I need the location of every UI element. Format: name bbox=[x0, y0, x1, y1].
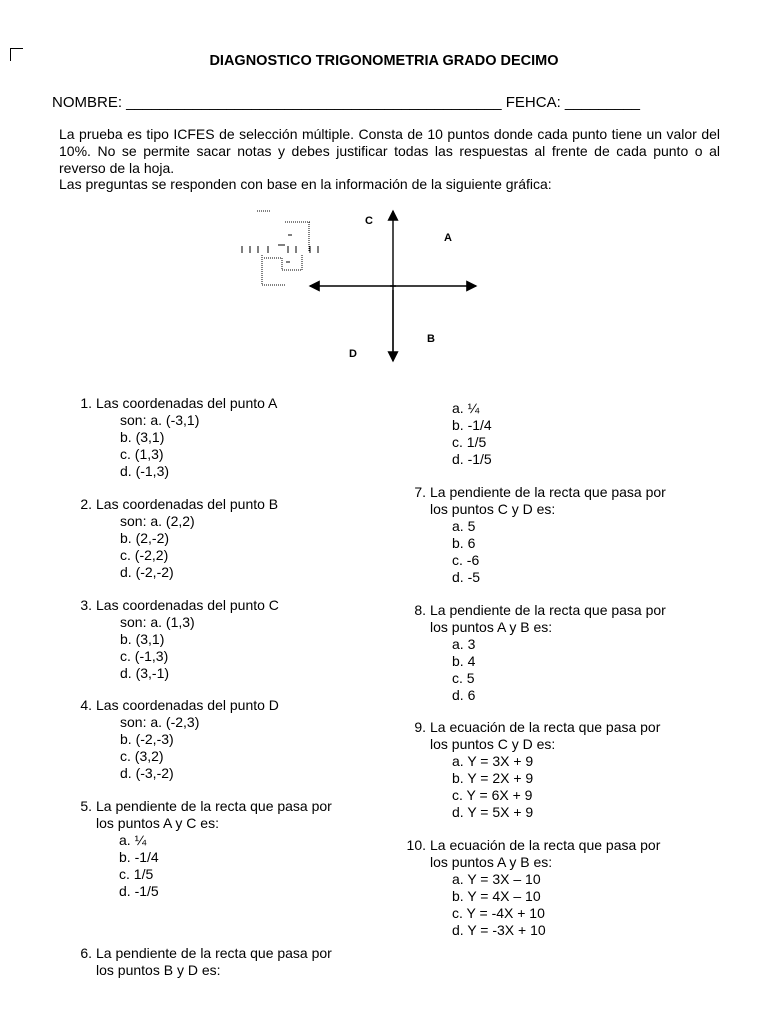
question-10 bbox=[404, 837, 724, 939]
option: b. (3,1) bbox=[120, 429, 165, 445]
question-number: 1. bbox=[80, 395, 92, 411]
page-title: DIAGNOSTICO TRIGONOMETRIA GRADO DECIMO bbox=[209, 53, 559, 69]
option: b. -1/4 bbox=[452, 417, 492, 433]
question-stem-line2: los puntos B y D es: bbox=[96, 962, 221, 978]
question-stem-line2: los puntos A y B es: bbox=[430, 854, 553, 870]
option: c. Y = -4X + 10 bbox=[452, 905, 545, 921]
coordinate-graph bbox=[230, 200, 490, 370]
question-stem: Las coordenadas del punto D bbox=[96, 697, 279, 713]
question-stem-line2: los puntos C y D es: bbox=[430, 501, 556, 517]
option: d. 6 bbox=[452, 687, 476, 703]
question-number: 6. bbox=[80, 945, 92, 961]
option: a. Y = 3X + 9 bbox=[452, 753, 534, 769]
question-stem-line2: los puntos A y C es: bbox=[96, 815, 219, 831]
option: c. 1/5 bbox=[119, 866, 154, 882]
question-stem: La pendiente de la recta que pasa por bbox=[96, 798, 332, 814]
question-number: 3. bbox=[80, 597, 92, 613]
option: c. -6 bbox=[452, 552, 480, 568]
option: b. (2,-2) bbox=[120, 530, 170, 546]
question-5 bbox=[70, 798, 370, 900]
point-d-label: D bbox=[349, 348, 357, 360]
question-stem: La ecuación de la recta que pasa por bbox=[430, 719, 661, 735]
question-8 bbox=[404, 602, 724, 704]
option: d. (3,-1) bbox=[120, 665, 170, 681]
question-stem: Las coordenadas del punto A bbox=[96, 395, 278, 411]
question-number: 10. bbox=[406, 837, 426, 853]
question-stem: Las coordenadas del punto B bbox=[96, 496, 279, 512]
option: d. (-1,3) bbox=[120, 463, 170, 479]
option: b. 6 bbox=[452, 535, 476, 551]
question-stem: La pendiente de la recta que pasa por bbox=[96, 945, 332, 961]
question-number: 5. bbox=[80, 798, 92, 814]
option: b. 4 bbox=[452, 653, 476, 669]
option: d. Y = -3X + 10 bbox=[452, 922, 546, 938]
option: b. (-2,-3) bbox=[120, 731, 174, 747]
question-stem: La pendiente de la recta que pasa por bbox=[430, 602, 666, 618]
option: a. ¼ bbox=[119, 832, 147, 848]
point-b-label: B bbox=[427, 333, 435, 345]
option: c. (-1,3) bbox=[120, 648, 169, 664]
option: c. (3,2) bbox=[120, 748, 164, 764]
point-a-label: A bbox=[444, 232, 452, 244]
question-stem: La pendiente de la recta que pasa por bbox=[430, 484, 666, 500]
option: c. Y = 6X + 9 bbox=[452, 787, 533, 803]
point-c-label: C bbox=[365, 215, 373, 227]
option: c. (1,3) bbox=[120, 446, 164, 462]
option: d. (-3,-2) bbox=[120, 765, 174, 781]
option: son: a. (2,2) bbox=[120, 513, 195, 529]
question-6-options bbox=[452, 400, 552, 470]
option: d. (-2,-2) bbox=[120, 564, 174, 580]
name-date-line: NOMBRE: _____________________________________________ FEHCA: _________ bbox=[52, 94, 640, 111]
option: b. Y = 2X + 9 bbox=[452, 770, 534, 786]
question-4 bbox=[70, 697, 370, 782]
option: c. 1/5 bbox=[452, 434, 487, 450]
option: son: a. (-3,1) bbox=[120, 412, 200, 428]
question-stem: Las coordenadas del punto C bbox=[96, 597, 279, 613]
option: b. (3,1) bbox=[120, 631, 165, 647]
option: b. -1/4 bbox=[119, 849, 159, 865]
question-2 bbox=[70, 496, 370, 581]
option: son: a. (-2,3) bbox=[120, 714, 200, 730]
option: c. 5 bbox=[452, 670, 475, 686]
question-number: 7. bbox=[414, 484, 426, 500]
question-number: 4. bbox=[80, 697, 92, 713]
option: d. -1/5 bbox=[452, 451, 492, 467]
option: a. 5 bbox=[452, 518, 476, 534]
option: d. -5 bbox=[452, 569, 481, 585]
option: b. Y = 4X – 10 bbox=[452, 888, 541, 904]
option: c. (-2,2) bbox=[120, 547, 169, 563]
question-1 bbox=[70, 395, 370, 480]
question-7 bbox=[404, 484, 724, 586]
question-9 bbox=[404, 719, 724, 821]
question-number: 8. bbox=[414, 602, 426, 618]
option: d. -1/5 bbox=[119, 883, 159, 899]
question-3 bbox=[70, 597, 370, 682]
question-6 bbox=[70, 945, 370, 985]
instructions bbox=[59, 126, 720, 193]
question-stem-line2: los puntos C y D es: bbox=[430, 736, 556, 752]
option: son: a. (1,3) bbox=[120, 614, 195, 630]
instructions-graph-note: Las preguntas se responden con base en la información de la siguiente gráfica: bbox=[59, 176, 552, 193]
question-number: 9. bbox=[414, 719, 426, 735]
question-number: 2. bbox=[80, 496, 92, 512]
option: a. 3 bbox=[452, 636, 476, 652]
option: a. Y = 3X – 10 bbox=[452, 871, 541, 887]
question-stem: La ecuación de la recta que pasa por bbox=[430, 837, 661, 853]
instructions-paragraph: La prueba es tipo ICFES de selección múltiple. Consta de 10 puntos donde cada punto tiene un valor del 10%. No se permite sacar notas y debes justificar todas las respuestas al frente de cada punto o al reverso de la hoja. bbox=[59, 126, 720, 176]
option: a. ¼ bbox=[452, 400, 480, 416]
dotted-sketch bbox=[242, 211, 318, 285]
option: d. Y = 5X + 9 bbox=[452, 804, 534, 820]
question-stem-line2: los puntos A y B es: bbox=[430, 619, 553, 635]
